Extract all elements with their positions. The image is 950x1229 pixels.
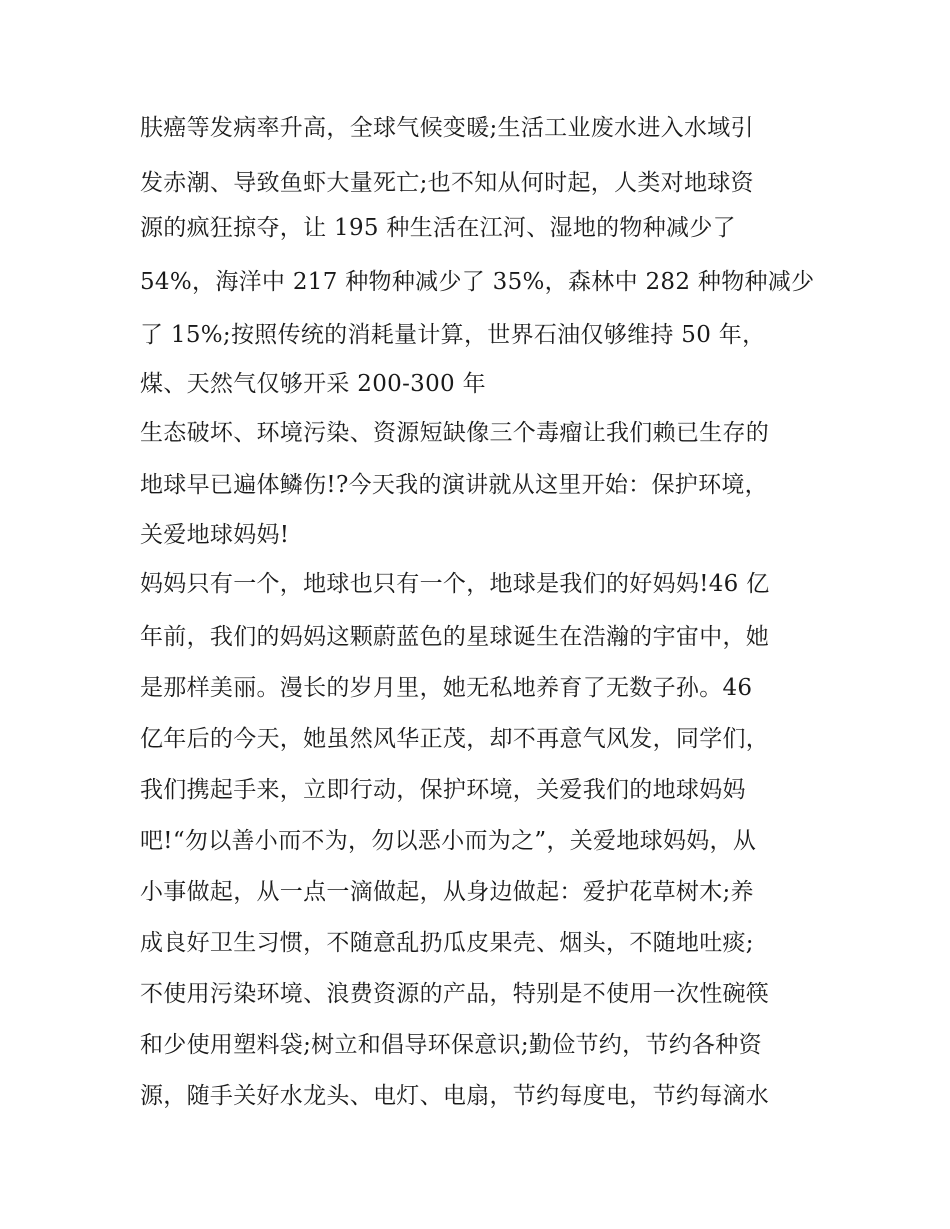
text-line: 关爱地球妈妈! [140, 522, 290, 548]
text-line: 妈妈只有一个，地球也只有一个，地球是我们的好妈妈!46 亿 [140, 571, 770, 597]
text-line: 源的疯狂掠夺，让 195 种生活在江河、湿地的物种减少了 [140, 215, 736, 241]
text-line: 我们携起手来，立即行动，保护环境，关爱我们的地球妈妈 [140, 777, 746, 803]
text-line: 54%，海洋中 217 种物种减少了 35%，森林中 282 种物种减少 [140, 269, 815, 295]
text-line: 不使用污染环境、浪费资源的产品，特别是不使用一次性碗筷 [140, 981, 770, 1007]
text-line: 吧!“勿以善小而不为，勿以恶小而为之”，关爱地球妈妈，从 [140, 828, 757, 854]
text-line: 发赤潮、导致鱼虾大量死亡;也不知从何时起，人类对地球资 [140, 170, 754, 196]
text-line: 成良好卫生习惯，不随意乱扔瓜皮果壳、烟头，不随地吐痰; [140, 930, 754, 956]
text-line: 小事做起，从一点一滴做起，从身边做起：爱护花草树木;养 [140, 879, 754, 905]
text-line: 是那样美丽。漫长的岁月里，她无私地养育了无数子孙。46 [140, 675, 753, 701]
text-line: 了 15%;按照传统的消耗量计算，世界石油仅够维持 50 年， [140, 322, 766, 348]
text-line: 亿年后的今天，她虽然风华正茂，却不再意气风发，同学们， [140, 726, 770, 752]
text-line: 年前，我们的妈妈这颗蔚蓝色的星球诞生在浩瀚的宇宙中，她 [140, 624, 770, 650]
text-line: 煤、天然气仅够开采 200-300 年 [140, 371, 486, 397]
text-line: 生态破坏、环境污染、资源短缺像三个毒瘤让我们赖已生存的 [140, 420, 770, 446]
text-line: 地球早已遍体鳞伤!?今天我的演讲就从这里开始：保护环境， [140, 472, 768, 498]
text-line: 源，随手关好水龙头、电灯、电扇，节约每度电，节约每滴水 [140, 1083, 770, 1109]
text-line: 肤癌等发病率升高，全球气候变暖;生活工业废水进入水域引 [140, 115, 754, 141]
text-line: 和少使用塑料袋;树立和倡导环保意识;勤俭节约，节约各种资 [140, 1032, 762, 1058]
